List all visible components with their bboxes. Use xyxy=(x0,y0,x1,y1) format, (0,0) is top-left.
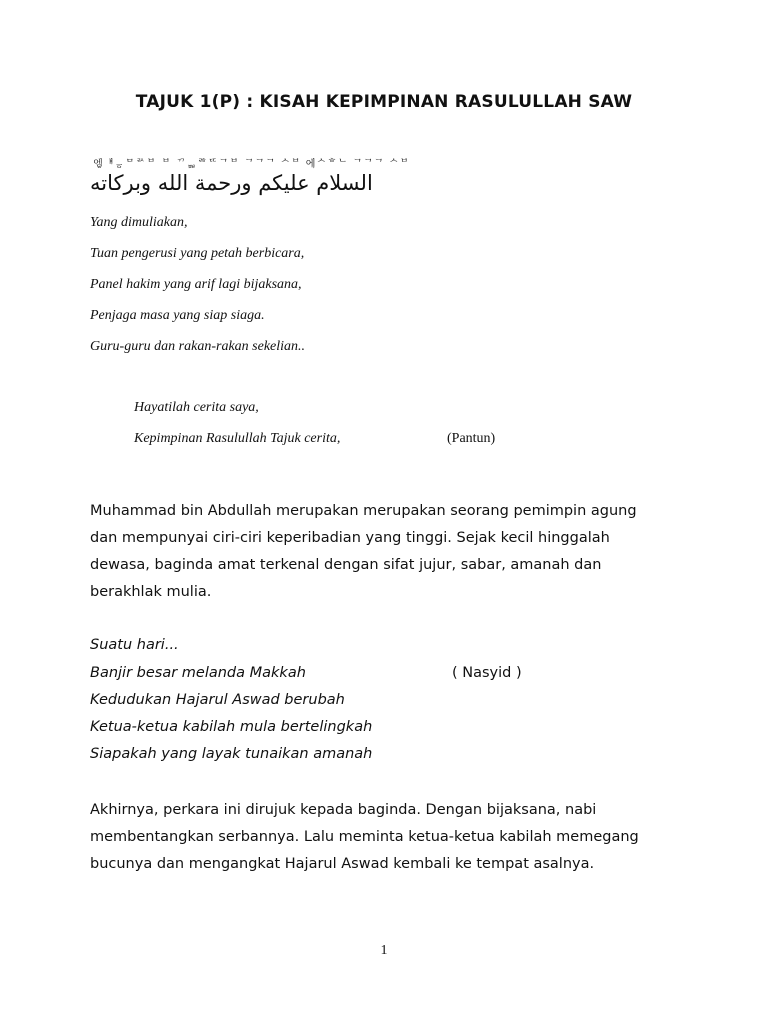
greeting-line: Tuan pengerusi yang petah berbicara, xyxy=(90,246,305,261)
pantun-tag: (Pantun) xyxy=(447,431,496,446)
paragraph-1 xyxy=(90,498,690,606)
greeting-line: Penjaga masa yang siap siaga. xyxy=(90,308,265,323)
paragraph-line: dan mempunyai ciri-ciri keperibadian yang tinggi. Sejak kecil hinggalah xyxy=(90,530,610,546)
nasyid-line: Ketua-ketua kabilah mula bertelingkah xyxy=(90,719,373,735)
pantun-line: Hayatilah cerita saya, xyxy=(134,400,259,415)
paragraph-2 xyxy=(90,797,690,878)
nasyid-line: Siapakah yang layak tunaikan amanah xyxy=(90,746,373,762)
paragraph-line: berakhlak mulia. xyxy=(90,584,212,600)
greeting-line: Yang dimuliakan, xyxy=(90,215,188,230)
paragraph-line: dewasa, baginda amat terkenal dengan sifat jujur, sabar, amanah dan xyxy=(90,557,602,573)
paragraph-line: Muhammad bin Abdullah merupakan merupakan seorang pemimpin agung xyxy=(90,503,637,519)
nasyid-line: Kedudukan Hajarul Aswad berubah xyxy=(90,692,345,708)
nasyid-tag: ( Nasyid ) xyxy=(452,665,522,681)
garbled-text-line: 에ᇢᅤᇹᄆᄅᄉᄇ ᄇ ᄁᇜᄚᄄᄀᄇ ᄀᄀᄀ ᄉᄇ 에ᄉᄒᄂ ᄀᄀᄀ ᄉᄇ xyxy=(93,159,411,170)
nasyid-line: Banjir besar melanda Makkah xyxy=(90,665,306,681)
paragraph-line: membentangkan serbannya. Lalu meminta ketua-ketua kabilah memegang xyxy=(90,829,639,845)
paragraph-line: bucunya dan mengangkat Hajarul Aswad kembali ke tempat asalnya. xyxy=(90,856,595,872)
page-number: 1 xyxy=(380,943,388,958)
greeting-line: Panel hakim yang arif lagi bijaksana, xyxy=(90,277,302,292)
arabic-salam: السلام عليكم ورحمة الله وبركاته xyxy=(90,171,373,195)
nasyid-line: Suatu hari... xyxy=(90,637,179,653)
paragraph-line: Akhirnya, perkara ini dirujuk kepada baginda. Dengan bijaksana, nabi xyxy=(90,802,597,818)
greeting-line: Guru-guru dan rakan-rakan sekelian.. xyxy=(90,339,306,354)
document-title: TAJUK 1(P) : KISAH KEPIMPINAN RASULULLAH SAW xyxy=(135,92,633,112)
pantun-line: Kepimpinan Rasulullah Tajuk cerita, xyxy=(134,431,341,446)
